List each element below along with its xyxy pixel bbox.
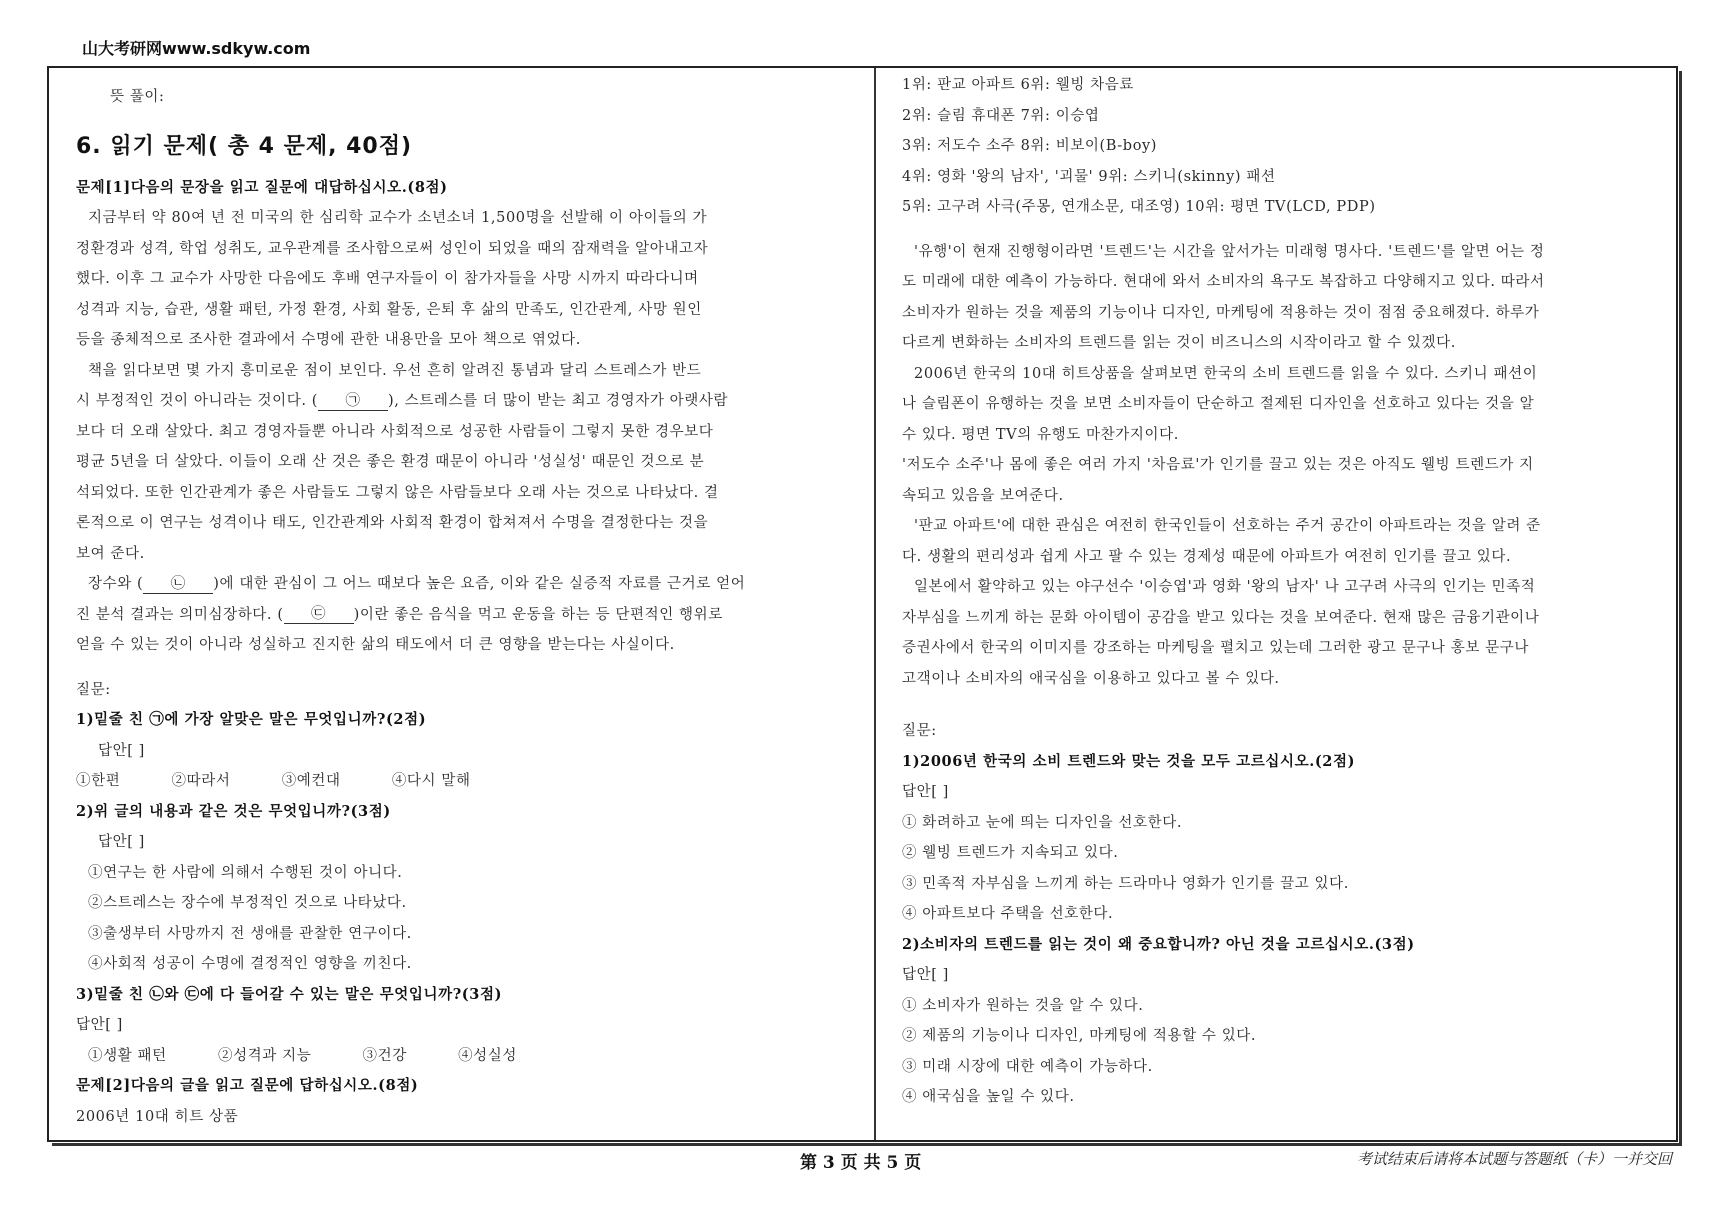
problem-1-heading: 문제[1]다음의 문장을 읽고 질문에 대답하십시오.(8점) [76, 178, 448, 196]
blank-2: ㉡ [143, 575, 213, 594]
passage-line: 일본에서 활약하고 있는 야구선수 '이승엽'과 영화 '왕의 남자' 나 고구려 사극의 인기는 민족적 [914, 579, 1536, 595]
option[interactable]: ③예컨대 [281, 773, 341, 789]
question-3: 3)밑줄 친 ㉡와 ㉢에 다 들어갈 수 있는 말은 무엇입니까?(3점) [76, 985, 503, 1003]
right-column [902, 70, 1668, 1113]
option[interactable]: ① 소비자가 원하는 것을 알 수 있다. [902, 997, 1144, 1014]
passage-line: 2006년 10대 히트 상품 [76, 1108, 239, 1125]
top-label: 뜻 풀이: [110, 89, 165, 105]
option[interactable]: ②성격과 지능 [217, 1047, 312, 1064]
passage-line: 수 있다. 평면 TV의 유행도 마찬가지이다. [902, 426, 1179, 443]
footer-note: 考试结束后请将本试题与答题纸（卡）一并交回 [1356, 1150, 1672, 1168]
ranking-item: 1위: 판교 아파트 6위: 웰빙 차음료 [902, 77, 1134, 93]
passage-line: 평균 5년을 더 살았다. 이들이 오래 산 것은 좋은 환경 때문이 아니라 '성실성' 때문인 것으로 분 [76, 454, 705, 470]
passage-line: 보여 준다. [76, 545, 145, 562]
problem-2-heading: 문제[2]다음의 글을 읽고 질문에 답하십시오.(8점) [76, 1077, 419, 1094]
passage-text: 시 부정적인 것이 아니라는 것이다. ( [76, 393, 319, 409]
passage-line: 론적으로 이 연구는 성격이나 태도, 인간관계와 사회적 환경이 합쳐져서 수명을 결정한다는 것을 [76, 515, 709, 531]
ranking-item: 2위: 슬림 휴대폰 7위: 이승엽 [902, 107, 1100, 124]
question-1: 1)2006년 한국의 소비 트렌드와 맞는 것을 모두 고르십시오.(2점) [902, 752, 1356, 770]
passage-line: 소비자가 원하는 것을 제품의 기능이나 디자인, 마케팅에 적용하는 것이 점점 중요해졌다. 하루가 [902, 304, 1540, 321]
page-number: 第 3 页 共 5 页 [800, 1153, 922, 1173]
passage-text: )이란 좋은 음식을 먹고 운동을 하는 등 단편적인 행위로 [353, 606, 723, 623]
option[interactable]: ③ 미래 시장에 대한 예측이 가능하다. [902, 1058, 1153, 1075]
left-column [76, 82, 836, 1132]
passage-line: 다르게 변화하는 소비자의 트렌드를 읽는 것이 비즈니스의 시작이라고 할 수 있겠다. [902, 335, 1456, 351]
passage-text: ), 스트레스를 더 많이 받는 최고 경영자가 아랫사람 [388, 393, 729, 409]
passage-line: 증권사에서 한국의 이미지를 강조하는 마케팅을 펼치고 있는데 그러한 광고 문구나 홍보 문구나 [902, 640, 1529, 656]
passage-line: 다. 생활의 편리성과 쉽게 사고 팔 수 있는 경제성 때문에 아파트가 여전히 인기를 끌고 있다. [902, 548, 1512, 565]
column-divider [874, 68, 876, 1140]
option[interactable]: ④ 아파트보다 주택을 선호한다. [902, 906, 1114, 922]
option[interactable]: ④사회적 성공이 수명에 결정적인 영향을 끼친다. [88, 956, 412, 972]
blank-1: ㉠ [318, 392, 388, 411]
option[interactable]: ④ 애국심을 높일 수 있다. [902, 1089, 1075, 1105]
option[interactable]: ①생활 패턴 [88, 1047, 167, 1064]
passage-1 [76, 203, 836, 661]
passage-line: 2006년 한국의 10대 히트상품을 살펴보면 한국의 소비 트렌드를 읽을 수 있다. 스키니 패션이 [914, 365, 1538, 382]
passage-line: 했다. 이후 그 교수가 사망한 다음에도 후배 연구자들이 이 참가자들을 사망 시까지 따라다니며 [76, 271, 699, 287]
passage-line: 속되고 있음을 보여준다. [902, 487, 1064, 504]
passage-line: 성격과 지능, 습관, 생활 패턴, 가정 환경, 사회 활동, 은퇴 후 삶의 만족도, 인간관계, 사망 원인 [76, 301, 702, 318]
option[interactable]: ②스트레스는 장수에 부정적인 것으로 나타났다. [88, 895, 407, 911]
passage-text: )에 대한 관심이 그 어느 때보다 높은 요즘, 이와 같은 실증적 자료를 근거로 얻어 [213, 576, 746, 592]
option[interactable]: ③출생부터 사망까지 전 생애를 관찰한 연구이다. [88, 925, 412, 942]
passage-line: 나 슬림폰이 유행하는 것을 보면 소비자들이 단순하고 절제된 디자인을 선호하고 있다는 것을 알 [902, 396, 1535, 412]
passage-text: 장수와 ( [88, 576, 144, 592]
passage-line: 얻을 수 있는 것이 아니라 성실하고 진지한 삶의 태도에서 더 큰 영향을 받는다는 사실이다. [76, 637, 675, 653]
answer-box-2[interactable]: 답안[ ] [98, 834, 145, 850]
passage-line [76, 386, 836, 417]
option[interactable]: ④성실성 [458, 1047, 517, 1064]
passage-line: '저도수 소주'나 몸에 좋은 여러 가지 '차음료'가 인기를 끌고 있는 것은 아직도 웰빙 트렌드가 지 [902, 457, 1534, 473]
option[interactable]: ①한편 [76, 773, 121, 789]
option[interactable]: ① 화려하고 눈에 띄는 디자인을 선호한다. [902, 814, 1183, 831]
option[interactable]: ② 웰빙 트렌드가 지속되고 있다. [902, 845, 1119, 861]
passage-line: '판교 아파트'에 대한 관심은 여전히 한국인들이 선호하는 주거 공간이 아파트라는 것을 알려 준 [914, 518, 1541, 534]
section-title: 6. 읽기 문제( 총 4 문제, 40점) [76, 133, 413, 159]
question-3-options [76, 1041, 836, 1072]
answer-box-1[interactable]: 답안[ ] [902, 784, 949, 800]
passage-line [76, 600, 836, 631]
blank-3: ㉢ [284, 605, 354, 624]
passage-line: 지금부터 약 80여 년 전 미국의 한 심리학 교수가 소년소녀 1,500명을 선발해 이 아이들의 가 [88, 210, 708, 226]
passage-line [76, 569, 836, 600]
question-2: 2)위 글의 내용과 같은 것은 무엇입니까?(3점) [76, 802, 391, 820]
passage-line: 도 미래에 대한 예측이 가능하다. 현대에 와서 소비자의 욕구도 복잡하고 다양해지고 있다. 따라서 [902, 274, 1545, 290]
passage-line: 석되었다. 또한 인간관계가 좋은 사람들도 그렇지 않은 사람들보다 오래 사는 것으로 나타났다. 결 [76, 484, 719, 501]
passage-line: 고객이나 소비자의 애국심을 이용하고 있다고 볼 수 있다. [902, 670, 1280, 687]
ranking-list [902, 70, 1668, 223]
answer-box-1[interactable]: 답안[ ] [98, 742, 145, 759]
questions-label: 질문: [76, 681, 111, 698]
passage-line: 등을 종체적으로 조사한 결과에서 수명에 관한 내용만을 모아 책으로 엮었다. [76, 332, 581, 348]
question-2: 2)소비자의 트렌드를 읽는 것이 왜 중요합니까? 아닌 것을 고르십시오.(3점) [902, 935, 1415, 953]
option[interactable]: ④다시 말해 [391, 773, 471, 789]
option[interactable]: ①연구는 한 사람에 의해서 수행된 것이 아니다. [88, 864, 403, 881]
site-header: 山大考研网www.sdkyw.com [82, 39, 311, 58]
questions-label: 질문: [902, 723, 937, 739]
passage-line: 책을 읽다보면 몇 가지 흥미로운 점이 보인다. 우선 흔히 알려진 통념과 달리 스트레스가 반드 [88, 362, 702, 379]
option[interactable]: ② 제품의 기능이나 디자인, 마케팅에 적용할 수 있다. [902, 1028, 1257, 1044]
passage-line: '유행'이 현재 진행형이라면 '트렌드'는 시간을 앞서가는 미래형 명사다. '트렌드'를 알면 어는 정 [914, 243, 1545, 260]
passage-2 [902, 237, 1668, 695]
option[interactable]: ③ 민족적 자부심을 느끼게 하는 드라마나 영화가 인기를 끌고 있다. [902, 875, 1349, 892]
ranking-item: 4위: 영화 '왕의 남자', '괴물' 9위: 스키니(skinny) 패션 [902, 168, 1276, 185]
passage-line: 자부심을 느끼게 하는 문화 아이템이 공감을 받고 있다는 것을 보여준다. 현재 많은 금융기관이나 [902, 609, 1540, 626]
passage-line: 보다 더 오래 살았다. 최고 경영자들뿐 아니라 사회적으로 성공한 사람들이 그렇지 못한 경우보다 [76, 423, 714, 440]
question-1: 1)밑줄 친 ㉠에 가장 알맞은 말은 무엇입니까?(2점) [76, 711, 427, 728]
answer-box-3[interactable]: 답안[ ] [76, 1017, 123, 1033]
passage-line: 정환경과 성격, 학업 성취도, 교우관계를 조사함으로써 성인이 되었을 때의 잠재력을 알아내고자 [76, 240, 709, 257]
passage-text: 진 분석 결과는 의미심장하다. ( [76, 606, 284, 623]
answer-box-2[interactable]: 답안[ ] [902, 967, 949, 983]
option[interactable]: ②따라서 [171, 773, 231, 789]
ranking-item: 5위: 고구려 사극(주몽, 연개소문, 대조영) 10위: 평면 TV(LCD, PDP) [902, 199, 1376, 215]
option[interactable]: ③건강 [362, 1047, 407, 1064]
ranking-item: 3위: 저도수 소주 8위: 비보이(B-boy) [902, 138, 1158, 154]
question-1-options [76, 766, 836, 797]
